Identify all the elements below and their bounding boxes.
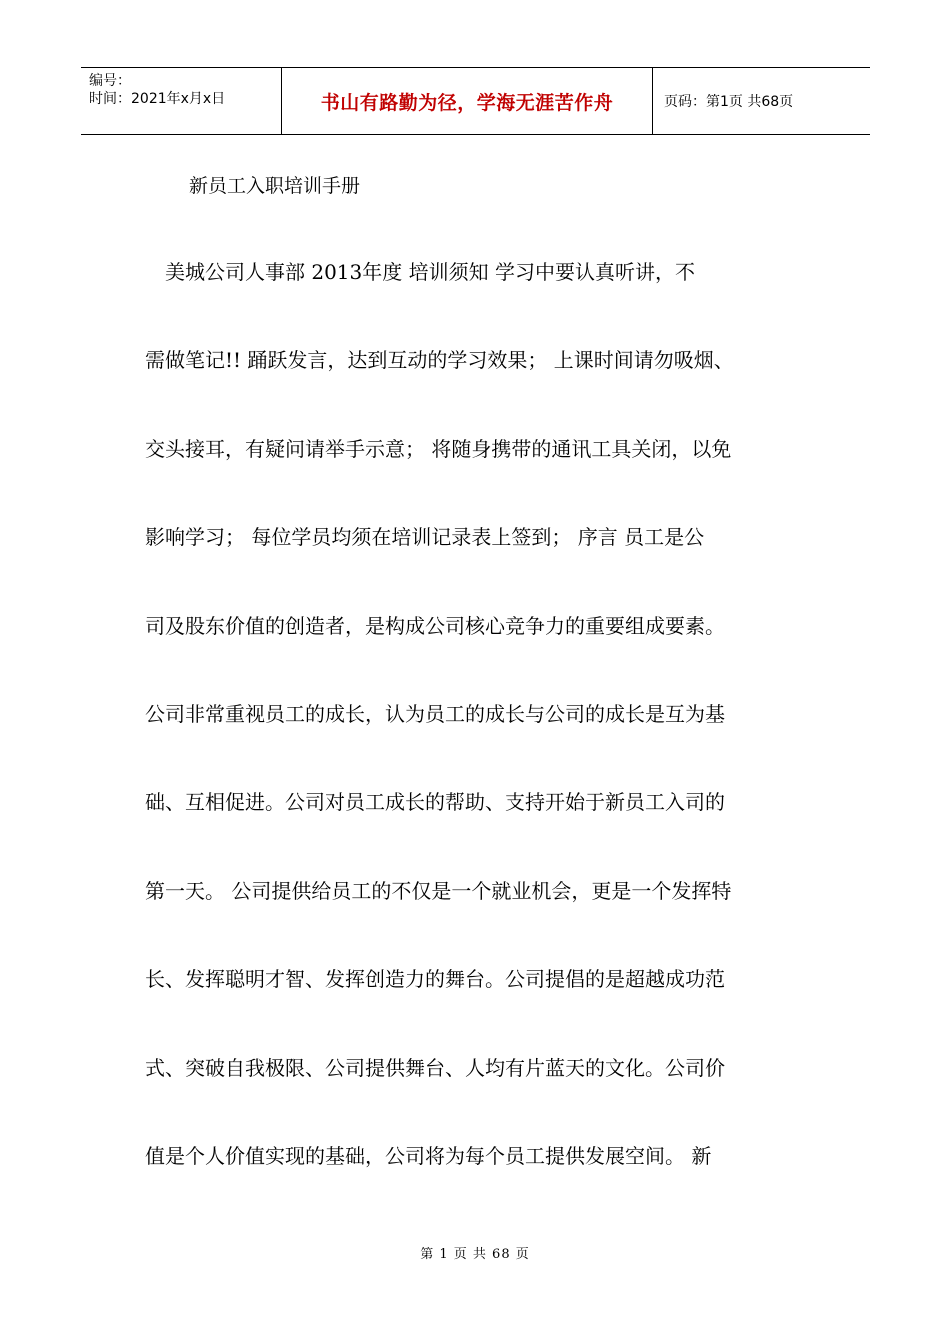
document-body: [145, 246, 810, 1218]
body-line: 值是个人价值实现的基础，公司将为每个员工提供发展空间。 新: [145, 1143, 712, 1168]
header-motto: 书山有路勤为径，学海无涯苦作舟: [282, 68, 653, 134]
page-header: [81, 67, 870, 135]
date-label: 时间：2021年x月x日: [89, 91, 226, 107]
header-page-info: 页码：第1页 共68页: [664, 94, 794, 110]
page-footer: 第 1 页 共 68 页: [420, 1247, 530, 1262]
body-line: 长、发挥聪明才智、发挥创造力的舞台。公司提倡的是超越成功范: [145, 967, 725, 992]
body-line: 司及股东价值的创造者，是构成公司核心竞争力的重要组成要素。: [145, 613, 725, 638]
header-meta: [81, 68, 282, 134]
body-line: 影响学习； 每位学员均须在培训记录表上签到； 序言 员工是公: [145, 525, 705, 550]
body-line: 式、突破自我极限、公司提供舞台、人均有片蓝天的文化。公司价: [145, 1055, 725, 1080]
body-line: 第一天。 公司提供给员工的不仅是一个就业机会，更是一个发挥特: [145, 878, 732, 903]
document-title: 新员工入职培训手册: [189, 175, 361, 197]
body-line: 美城公司人事部 2013年度 培训须知 学习中要认真听讲，不: [145, 260, 695, 284]
body-line: 交头接耳，有疑问请举手示意； 将随身携带的通讯工具关闭，以免: [145, 436, 732, 461]
body-line: 需做笔记!! 踊跃发言，达到互动的学习效果； 上课时间请勿吸烟、: [145, 348, 734, 373]
body-line: 础、互相促进。公司对员工成长的帮助、支持开始于新员工入司的: [145, 790, 725, 815]
body-line: 公司非常重视员工的成长，认为员工的成长与公司的成长是互为基: [145, 701, 725, 726]
serial-number-label: 编号：: [89, 73, 131, 89]
